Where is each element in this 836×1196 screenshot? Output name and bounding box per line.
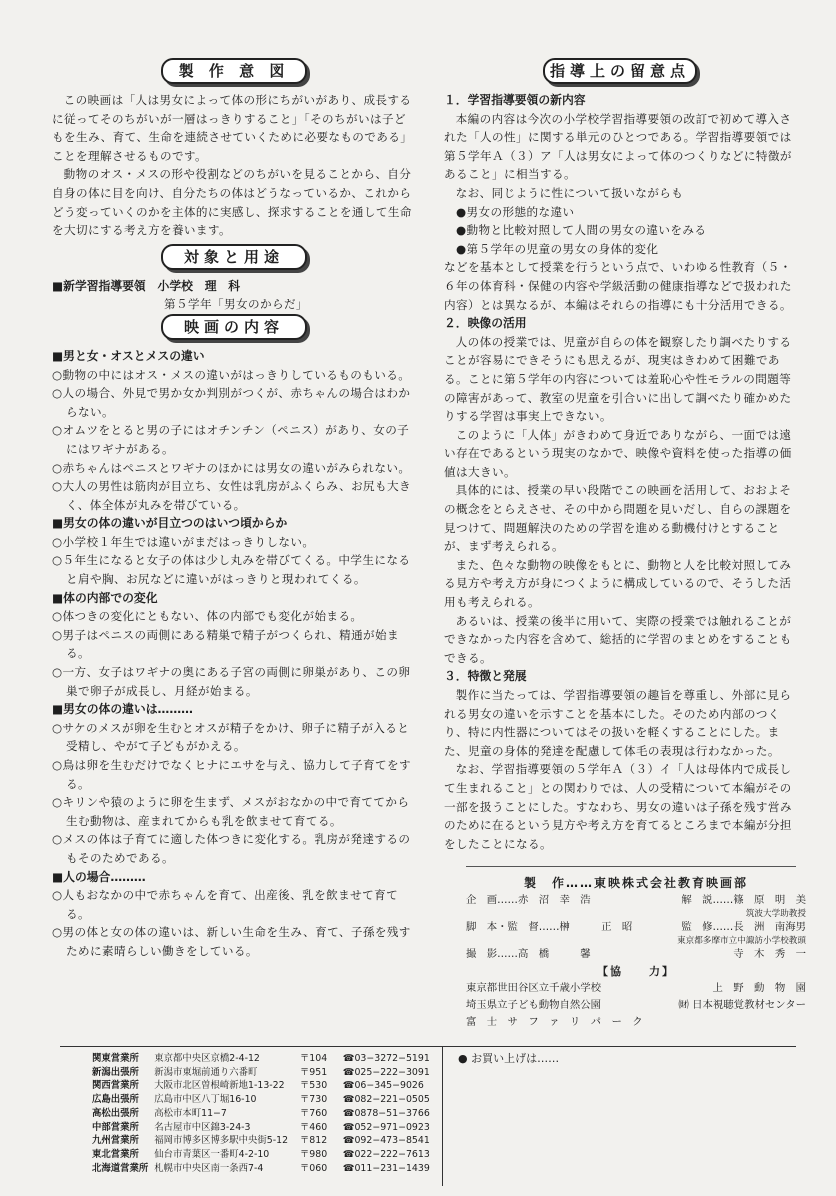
- section-title: １．学習指導要領の新内容: [444, 93, 586, 107]
- content-item: ○大人の男性は筋肉が目立ち、女性は乳房がふくらみ、お尻も大きく、体全体が丸みを帯びている。: [52, 479, 412, 512]
- target-usage-heading: 対象と用途: [161, 244, 307, 270]
- coop-name: 埼玉県立子ども動物自然公園: [466, 999, 602, 1011]
- bullet-item: ●動物と比較対照して人間の男女の違いをみる: [456, 223, 707, 238]
- office-row: 東北営業所 仙台市青葉区一番町4-2-10 〒980 ☎022−222−7613: [92, 1148, 430, 1160]
- body-paragraph: などを基本として授業を行うという点で、いわゆる性教育（５・６年の体育科・保健の内容や学級活動の健康指導などで扱われた内容）とは異なるが、本編はそれらの指導にも十分活用できる。: [444, 260, 792, 312]
- section-title: ２．映像の活用: [444, 316, 527, 331]
- credit-row: [466, 909, 806, 919]
- intent-paragraph: この映画は「人は男女によって体の形にちがいがあり、成長するに従ってそのちがいが一層はっきりすること」「そのちがいは子どもを生み、育て、生命を連続させていくために必要なものである」ことを理解させるものです。: [52, 93, 413, 163]
- bullet-item: ●男女の形態的な違い: [456, 204, 575, 219]
- intent-paragraph: 動物のオス・メスの形や役割などのちがいを見ることから、自分自身の体に目を向け、自分たちの体はどうなっているか、これからどう変っていくのかを主体的に実感し、探求することを通して生命を大切にする考え方を養います。: [52, 167, 412, 238]
- coop-name: 富 士 サ フ ァ リ パ ー ク: [466, 1016, 643, 1028]
- content-item: ○人の場合、外見で男か女か判別がつくが、赤ちゃんの場合はわからない。: [52, 386, 411, 419]
- content-item: ○男子はペニスの両側にある精巣で精子がつくられ、精通が始まる。: [52, 627, 400, 661]
- production-intent-heading: 製 作 意 図: [161, 58, 307, 84]
- office-row: 広島出張所 広島市中区八丁堀16-10 〒730 ☎082−221−0505: [92, 1094, 430, 1106]
- content-item: ○体つきの変化にともない、体の内部でも変化が始まる。: [52, 609, 363, 624]
- usage-line: 第５学年「男女のからだ」: [164, 297, 308, 312]
- office-row: 新潟出張所 新潟市東堀前通り六番町 〒951 ☎025−222−3091: [92, 1066, 430, 1078]
- coop-name: 上 野 動 物 園: [712, 982, 806, 994]
- credit-supervisor: 監 修……長 洲 南海男: [681, 921, 806, 933]
- purchase-note: ● お買い上げは……: [458, 1052, 560, 1065]
- body-paragraph: このように「人体」がきわめて身近でありながら、一面では遠い存在であるという現実のなかで、映像や資料を使った指導の価値は大きい。: [444, 427, 792, 479]
- content-item: ○小学校１年生では違いがまだはっきりしない。: [52, 534, 315, 549]
- footer-divider: [60, 1046, 796, 1047]
- body-paragraph: 本編の内容は今次の小学校学習指導要領の改訂で初めて導入された「人の性」に関する単元のひとつである。学習指導要領では第５学年Ａ（３）ア「人は男女によって体のつくりなどに特徴があること」に相当する。: [444, 111, 792, 182]
- office-row: 中部営業所 名古屋市中区錦3-24-3 〒460 ☎052−971−0923: [92, 1121, 430, 1133]
- content-item: ○５年生になると女子の体は少し丸みを帯びてくる。中学生になると肩や胸、お尻などに違いがはっきりと現われてくる。: [52, 553, 411, 587]
- office-row: 九州営業所 福岡市博多区博多駅中央街5-12 〒812 ☎092−473−8541: [92, 1135, 430, 1147]
- content-item: ○人もおなかの中で赤ちゃんを育て、出産後、乳を飲ませて育てる。: [52, 888, 399, 921]
- usage-line: ■新学習指導要領 小学校 理 科: [52, 278, 241, 293]
- credit-row: [466, 919, 806, 936]
- teaching-notes-heading: 指導上の留意点: [543, 58, 697, 84]
- section-title: ■男女の体の違いが目立つのはいつ頃からか: [52, 516, 288, 531]
- office-row: 関西営業所 大阪市北区曽根崎新地1-13-22 〒530 ☎06−345−9026: [92, 1080, 424, 1092]
- body-paragraph: 具体的には、授業の早い段階でこの映画を活用して、おおよその概念をとらえさせ、その中から問題を見いだし、自らの課題を見つけて、問題解決のための学習を進める動機付けとすることが、まず考えられる。: [444, 483, 792, 554]
- credit-row: [466, 936, 806, 946]
- content-item: ○一方、女子はワギナの奥にある子宮の両側に卵巣があり、この卵巣で卵子が成長し、月経が始まる。: [52, 665, 411, 698]
- bullet-item: ●第５学年の児童の男女の身体的変化: [456, 241, 659, 256]
- credit-row: [466, 946, 806, 963]
- credit-camera: 撮 影……高 橋 馨: [466, 948, 591, 960]
- left-column: [52, 58, 416, 961]
- production-credit: 製 作……東映株式会社教育映画部: [523, 876, 748, 890]
- footer-vertical-divider: [442, 1046, 443, 1186]
- credit-director: 脚 本・監 督……榊 正 昭: [466, 921, 633, 933]
- right-column: [444, 58, 796, 853]
- credits-divider: [466, 866, 796, 867]
- content-item: ○オムツをとると男の子にはオチンチン（ペニス）があり、女の子にはワギナがある。: [52, 423, 410, 456]
- content-item: ○キリンや猿のように卵を生まず、メスがおなかの中で育ててから生む動物は、産まれてからも乳を飲ませて育てる。: [52, 795, 410, 828]
- body-paragraph: また、色々な動物の映像をもとに、動物と人を比較対照してみる見方や考え方が身につくように構成しているので、そうした活用も考えられる。: [444, 557, 792, 610]
- cooperation-heading: 【協 力】: [597, 965, 675, 978]
- credits-block: [466, 875, 806, 1031]
- credit-affiliation: 東京都多摩市立中諏訪小学校教頭: [677, 936, 806, 946]
- content-item: ○サケのメスが卵を生むとオスが精子をかけ、卵子に精子が入ると受精し、やがて子どもがかえる。: [52, 720, 410, 754]
- credit-row: [466, 892, 806, 909]
- section-title: ■男と女・オスとメスの違い: [52, 348, 205, 363]
- body-paragraph: あるいは、授業の後半に用いて、実際の授業では触れることができなかった内容を含めて、総括的に学習のまとめをすることもできる。: [444, 613, 792, 665]
- content-item: ○動物の中にはオス・メスの違いがはっきりしているものもいる。: [52, 367, 411, 382]
- content-item: ○赤ちゃんはペニスとワギナのほかには男女の違いがみられない。: [52, 460, 411, 475]
- coop-row: [466, 980, 806, 997]
- body-paragraph: なお、学習指導要領の５学年Ａ（３）イ「人は母体内で成長して生まれること」との関わりでは、人の受精について本編がその一部を扱うことにした。すなわち、男女の違いは子孫を残す営みのために在るという見方や考え方を育てるところまで本編が分担をしたことになる。: [444, 762, 792, 851]
- body-paragraph: 製作に当たっては、学習指導要領の趣旨を尊重し、外部に見られる男女の違いを示すことを基本にした。そのため内部のつくり、特に内性器についてはその扱いを軽くすることにした。また、児童の身体的発達を配慮して体毛の表現は行わなかった。: [444, 688, 792, 758]
- office-row: 高松出張所 高松市本町11−7 〒760 ☎0878−51−3766: [92, 1107, 430, 1119]
- credit-affiliation: 筑波大学助教授: [745, 909, 806, 919]
- credit-planning: 企 画……赤 沼 幸 浩: [466, 894, 591, 906]
- credit-supervisor-2: 寺 木 秀 一: [733, 948, 806, 960]
- body-paragraph: 人の体の授業では、児童が自らの体を観察したり調べたりすることが容易にできそうにも思えるが、現実はきわめて困難である。ことに第５学年の内容については羞恥心や性モラルの問題等の障害があって、教室の児童を引合いに出して調べたり確かめたりする学習は事実上できない。: [444, 334, 792, 424]
- content-item: ○鳥は卵を生むだけでなくヒナにエサを与え、協力して子育てをする。: [52, 758, 412, 791]
- content-item: ○男の体と女の体の違いは、新しい生命を生み、育て、子孫を残すために素晴らしい働きをしている。: [52, 925, 411, 958]
- office-row: 北海道営業所 札幌市中央区南一条西7-4 〒060 ☎011−231−1439: [92, 1162, 430, 1174]
- credit-commentary: 解 説……篠 原 明 美: [681, 894, 806, 906]
- coop-row: [466, 1014, 806, 1031]
- section-title: ３．特徴と発展: [444, 669, 527, 684]
- section-title: ■人の場合………: [52, 869, 146, 884]
- section-title: ■男女の体の違いは………: [52, 702, 193, 717]
- coop-name: 東京都世田谷区立千歳小学校: [466, 982, 602, 994]
- coop-name: ㈶ 日本視聴覚教材センター: [678, 999, 806, 1011]
- section-title: ■体の内部での変化: [52, 590, 158, 605]
- office-row: 関東営業所 東京都中央区京橋2-4-12 〒104 ☎03−3272−5191: [92, 1053, 430, 1064]
- content-item: ○メスの体は子育てに適した体つきに変化する。乳房が発達するのもそのためである。: [52, 832, 411, 865]
- body-paragraph: なお、同じように性について扱いながらも: [455, 185, 684, 200]
- coop-row: [466, 997, 806, 1014]
- office-list: [92, 1052, 432, 1175]
- film-content-heading: 映画の内容: [161, 314, 307, 340]
